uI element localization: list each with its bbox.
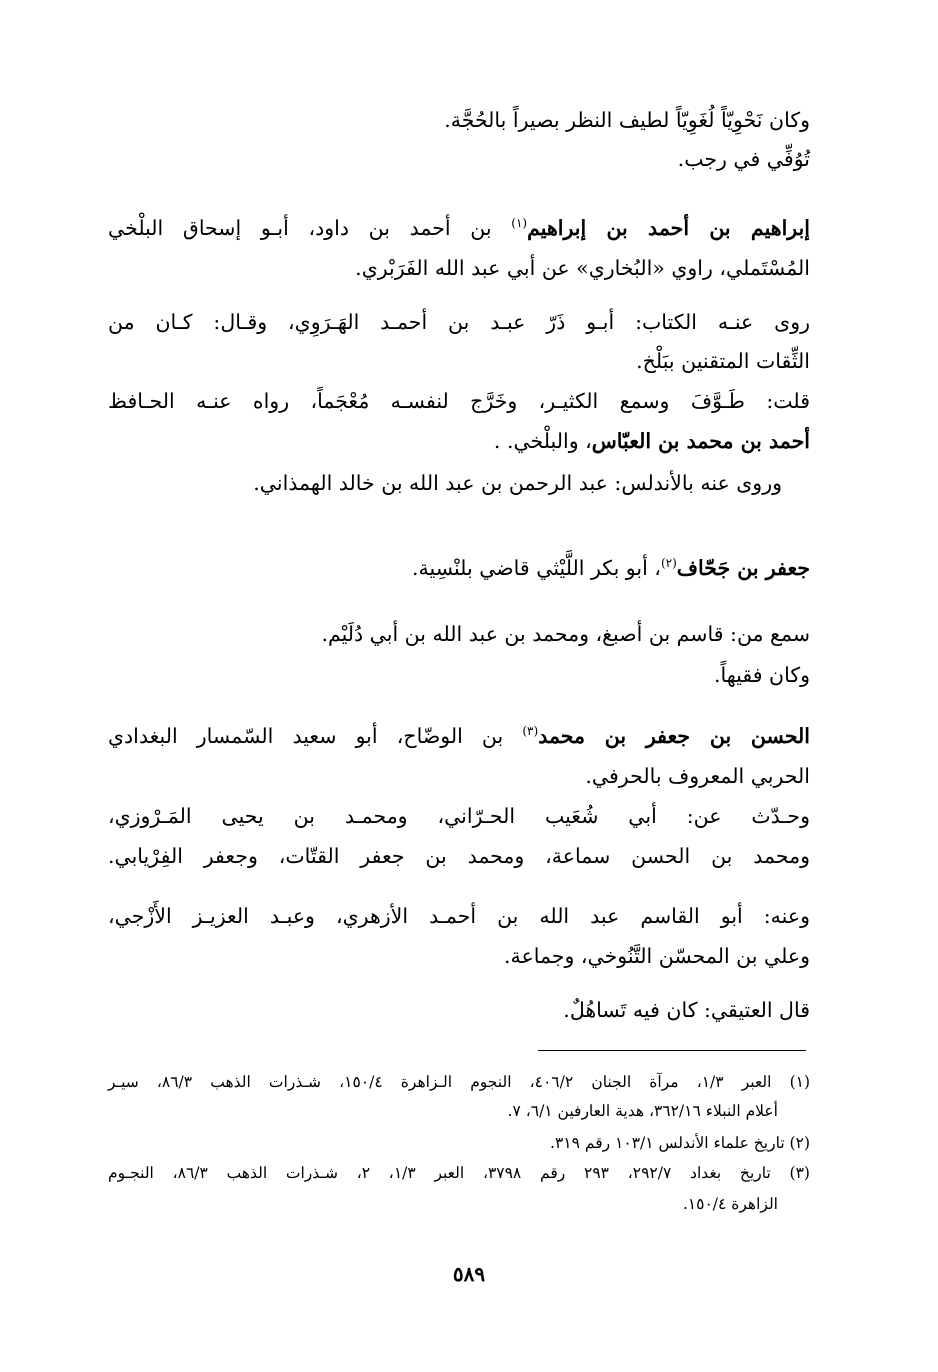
entry-name: جعفر بن جَحّاف <box>676 556 810 580</box>
footnote-ref: (١) <box>511 216 528 231</box>
text-line: سمع من: قاسم بن أصبغ، ومحمد بن عبد الله بن أبي دُلَيْم. <box>321 622 810 646</box>
page-number: ٥٨٩ <box>452 1262 486 1286</box>
text-line: ومحمد بن الحسن سماعة، ومحمد بن جعفر القتّات، وجعفر الفِرْيابي. <box>108 844 810 868</box>
text-line: المُسْتَملي، راوي «البُخاري» عن أبي عبد الله الفَرَبْري. <box>355 256 810 280</box>
text-span: ، والبلْخي. . <box>493 429 592 453</box>
text-line: الثِّقات المتقنين ببَلْخ. <box>636 349 810 373</box>
entry-heading-rest: ، أبو بكر اللَّيْثي قاضي بلنْسِية. <box>412 556 661 580</box>
entry-heading <box>108 720 810 752</box>
footnote-divider <box>538 1050 806 1051</box>
text-line: الحربي المعروف بالحرفي. <box>585 764 810 788</box>
footnote-ref: (٢) <box>660 556 677 571</box>
footnote-1: (١) العبر ١/٣، مرآة الجنان ٤٠٦/٢، النجوم الـزاهرة ١٥٠/٤، شـذرات الذهب ٨٦/٣، سيـر <box>108 1073 811 1091</box>
entry-heading <box>412 552 810 584</box>
text-line: وعنه: أبو القاسم عبد الله بن أحمـد الأزهري، وعبـد العزيـز الأَزْجي، <box>108 904 810 928</box>
text-line: وكان فقيهاً. <box>713 663 810 687</box>
text-line: قال العتيقي: كان فيه تَساهُلٌ. <box>563 998 810 1022</box>
footnote-1-continued: أعلام النبلاء ٣٦٢/١٦، هدية العارفين ٦/١، ٧. <box>507 1102 778 1120</box>
footnote-3-continued: الزاهرة ١٥٠/٤. <box>682 1195 778 1213</box>
text-line: روى عنـه الكتاب: أبـو ذَرّ عبـد بن أحمـد الهَـرَوِي، وقـال: كـان من <box>108 310 810 334</box>
entry-heading-rest: بن أحمد بن داود، أبـو إسحاق البلْخي <box>108 216 512 240</box>
text-line: قلت: طَـوَّفَ وسمع الكثيـر، وخَرَّج لنفسـه مُعْجَماً، رواه عنـه الحـافظ <box>108 389 810 413</box>
entry-heading-rest: بن الوضّاح، أبو سعيد السّمسار البغدادي <box>108 724 523 748</box>
text-line <box>494 425 810 457</box>
text-line: وحـدّث عن: أبي شُعَيب الحـرّاني، ومحمـد بن يحيى المَـرْوزي، <box>108 804 810 828</box>
text-line: وروى عنه بالأندلس: عبد الرحمن بن عبد الله بن خالد الهمذاني. <box>253 471 782 495</box>
footnote-2: (٢) تاريخ علماء الأندلس ١٠٣/١ رقم ٣١٩. <box>550 1134 810 1152</box>
text-line: تُوُفِّي في رجب. <box>677 147 810 171</box>
bold-name: أحمد بن محمد بن العبّاس <box>591 429 810 453</box>
entry-heading <box>108 212 810 244</box>
footnote-ref: (٣) <box>522 724 539 739</box>
text-line: وعلي بن المحسّن التَّنُوخي، وجماعة. <box>504 944 810 968</box>
entry-name: الحسن بن جعفر بن محمد <box>538 724 810 748</box>
entry-name: إبراهيم بن أحمد بن إبراهيم <box>527 216 810 240</box>
text-line: وكان نَحْوِيّاً لُغَوِيّاً لطيف النظر بصيراً بالحُجَّة. <box>444 108 810 132</box>
footnote-3: (٣) تاريخ بغداد ٢٩٢/٧، ٢٩٣ رقم ٣٧٩٨، العبر ١/٣، ٢، شـذرات الذهب ٨٦/٣، النجـوم <box>108 1164 810 1182</box>
